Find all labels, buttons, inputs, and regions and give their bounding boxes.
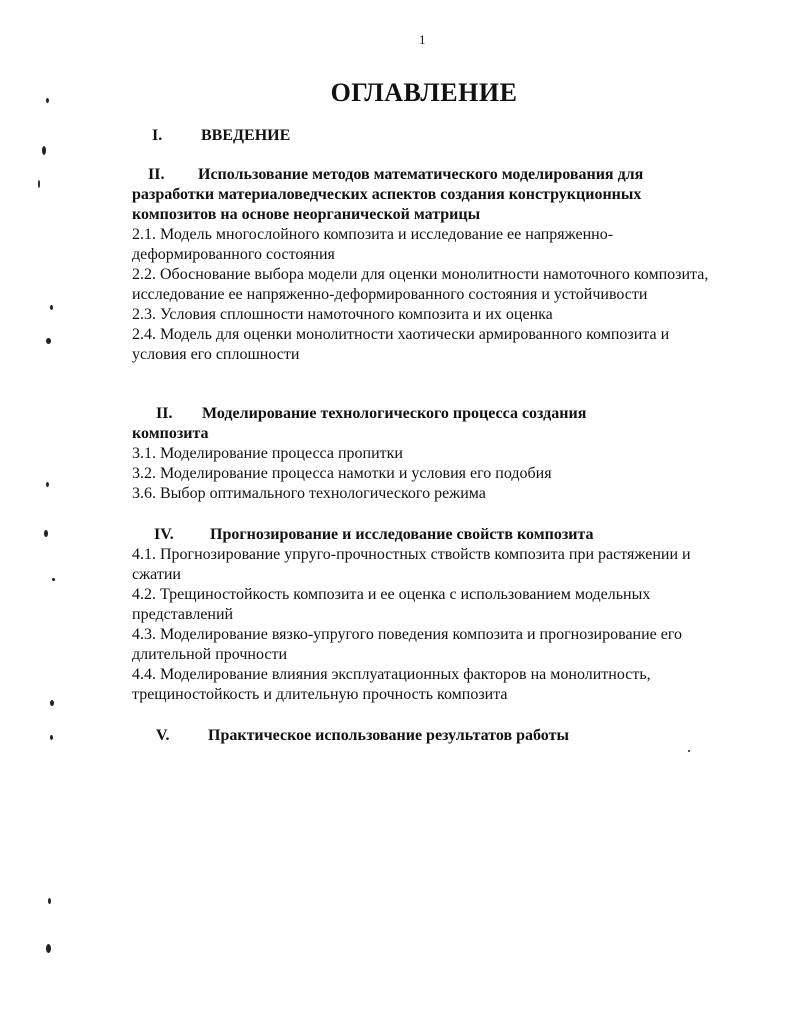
list-item: 4.2. Трещиностойкость композита и ее оценка с использованием модельных представлений — [132, 586, 651, 623]
scan-artifact — [48, 898, 51, 904]
scan-artifact — [46, 944, 51, 953]
list-item: 2.1. Модель многослойного композита и исследование ее напряженно-деформированного состояния — [132, 226, 614, 263]
section-title: Прогнозирование и исследование свойств композита — [210, 526, 594, 543]
section-title-continued: композита — [132, 425, 209, 442]
scan-artifact — [42, 146, 46, 155]
list-item: 3.6. Выбор оптимального технологического режима — [132, 485, 486, 502]
section-title: ВВЕДЕНИЕ — [201, 127, 291, 144]
list-item: 4.4. Моделирование влияния эксплуатационных факторов на монолитность, трещиностойкость и длительную прочность композита — [132, 666, 651, 703]
section-number: IV. — [154, 526, 174, 543]
list-item: 3.2. Моделирование процесса намотки и условия его подобия — [132, 465, 552, 482]
section-number: V. — [156, 727, 170, 744]
scan-artifact — [46, 338, 51, 344]
list-item: 4.1. Прогнозирование упруго-прочностных ствойств композита при растяжении и сжатии — [132, 546, 691, 583]
scan-artifact — [38, 180, 40, 188]
section-number: II. — [156, 405, 173, 422]
scan-artifact — [688, 750, 690, 752]
list-item: 3.1. Моделирование процесса пропитки — [132, 445, 403, 462]
section-number: I. — [152, 127, 163, 144]
list-item: 2.3. Условия сплошности намоточного композита и их оценка — [132, 306, 553, 323]
toc-section-4 — [132, 525, 732, 705]
page-number: 1 — [419, 32, 426, 47]
section-title: Использование методов математического моделирования для — [198, 166, 644, 183]
toc-section-2 — [132, 165, 732, 365]
list-item: 2.2. Обоснование выбора модели для оценки монолитности намоточного композита, исследование ее напряженно-деформированного состояния и устойчивости — [132, 266, 709, 303]
section-title-continued: разработки материаловедческих аспектов создания конструкционных композитов на основе неорганической матрицы — [132, 186, 642, 223]
section-heading — [132, 525, 732, 545]
scan-artifact — [50, 735, 53, 740]
scan-artifact — [44, 530, 48, 537]
toc-section-3 — [132, 404, 732, 504]
page-title: ОГЛАВЛЕНИЕ — [330, 78, 518, 107]
list-item: 2.4. Модель для оценки монолитности хаотически армированного композита и условия его сплошности — [132, 326, 670, 363]
section-heading — [132, 126, 732, 146]
section-title: Моделирование технологического процесса создания — [202, 405, 587, 422]
section-heading — [132, 726, 732, 746]
toc-section-1 — [132, 126, 732, 146]
section-title: Практическое использование результатов работы — [208, 727, 569, 744]
list-item: 4.3. Моделирование вязко-упругого поведения композита и прогнозирование его длительной прочности — [132, 626, 683, 663]
scan-artifact — [46, 482, 49, 487]
scan-artifact — [52, 578, 55, 581]
section-heading — [132, 165, 732, 185]
toc-section-5 — [132, 726, 732, 746]
scan-artifact — [50, 305, 53, 310]
scan-artifact — [50, 700, 54, 706]
scan-artifact — [46, 98, 49, 103]
section-number: II. — [148, 166, 165, 183]
section-heading — [132, 404, 732, 424]
